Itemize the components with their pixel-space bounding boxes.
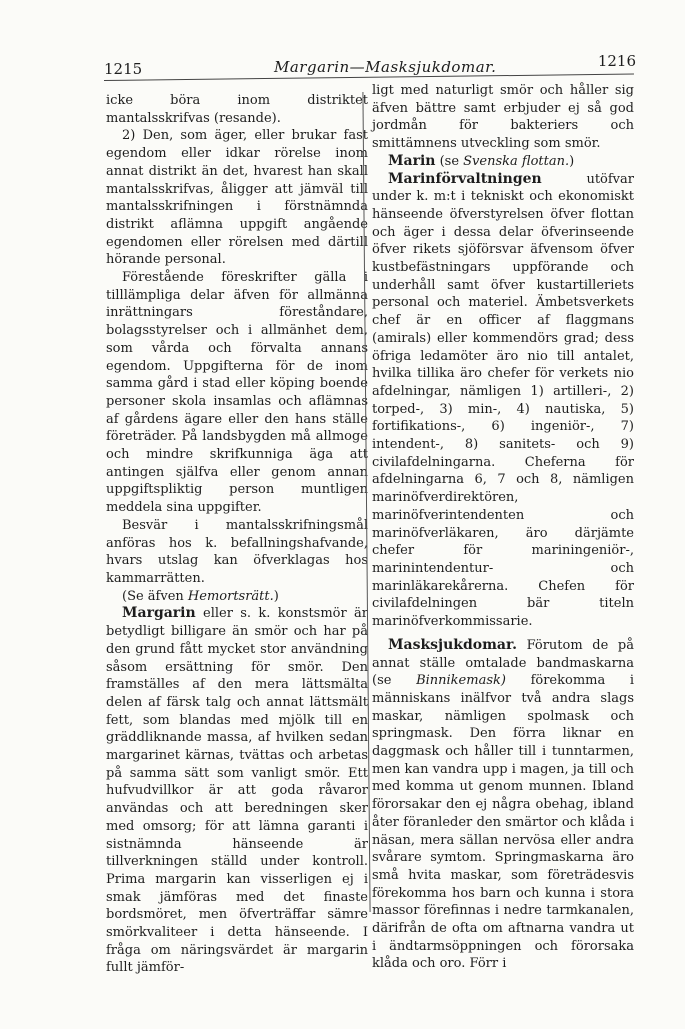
running-title: Margarin—Masksjukdomar. bbox=[274, 58, 497, 76]
paragraph: 2) Den, som äger, eller brukar fast egendom eller idkar rörelse inom annat distrikt än det, hvarest han skall mantalsskrifvas, åligger att jämväl till mantalsskrifningen i förstnämnda distrikt aflämna uppgift angående egendomen eller rörelsen med därtill hörande personal. bbox=[106, 128, 368, 268]
paragraph: Besvär i mantalsskrifningsmål anföras hos k. befallningshafvande, hvars utslag kan öfverklagas hos kammarrätten. bbox=[106, 517, 368, 586]
see-ref: Binnikemask) bbox=[416, 673, 506, 689]
entry-text: utöfvar under k. m:t i tekniskt och ekonomiskt hänseende öfverstyrelsen öfver flottan och äger i dessa delar öfverinseende öfver rikets sjöförsvar äfvensom öfver kustbefästningars uppförande och underhåll samt öfver kustartilleriets personal och materiel. Ämbetsverkets chef är en officer af flaggmans (amirals) eller kommendörs grad; dess öfriga ledamöter äro nio till antalet, hvilka tillika äro chefer för verkets nio afdelningar, nämligen 1) artilleri-, 2) torped-, 3) min-, 4) nautiska, 5) fortifikations-, 6) ingeniör-, 7) intendent-, 8) sanitets- och 9) civilafdelningarna. Cheferna för afdelningarna 6, 7 och 8, nämligen marinöfverdirektören, marinöfverintendenten och marinöfverläkaren, äro därjämte chefer för mariningeniör-, marinintendentur- och marinläkarekårerna. Chefen för civilafdelningen bär titeln marinöfverkommissarie. bbox=[372, 171, 634, 630]
entry-heading: Marinförvaltningen bbox=[388, 170, 542, 187]
entry-masksjukdomar bbox=[372, 637, 634, 973]
paragraph: ligt med naturligt smör och håller sig äfven bättre samt erbjuder ej så god jordmån för bakteriers och smittämnens utveckling som smör. bbox=[372, 83, 634, 152]
page-number-left: 1215 bbox=[104, 60, 143, 78]
see-prefix: (Se äfven bbox=[122, 588, 188, 604]
entry-marin bbox=[372, 153, 634, 171]
see-ref: Svenska flottan. bbox=[463, 153, 570, 169]
entry-marinforvaltningen bbox=[372, 171, 634, 631]
entry-text: förekomma i människans inälfvor två andra slags maskar, nämligen spolmask och springmask. Den förra liknar en daggmask och håller till i tunntarmen, men kan vandra upp i magen, ja till och med komma ut genom munnen. Ibland förorsakar den ej några obehag, ibland åter föranleder den smärtor och klåda i näsan, mera sällan nervösa eller andra svårare symtom. Springmaskarna äro små hvita maskar, som företrädesvis förekomma hos barn och kunna i stora massor förefinnas i nedre tarmkanalen, därifrån de ofta om aftnarna vandra ut i ändtarmsöppningen och förorsaka klåda och oro. Förr i bbox=[372, 673, 634, 972]
paragraph: icke böra inom distriktet mantalsskrifvas (resande). bbox=[106, 93, 368, 126]
entry-text: Förutom de på annat ställe omtalade bandmaskarna (se bbox=[372, 637, 634, 689]
entry-heading: Marin bbox=[388, 152, 436, 169]
see-suffix: ) bbox=[569, 153, 575, 169]
right-column bbox=[372, 82, 634, 973]
entry-heading: Margarin bbox=[122, 605, 196, 622]
left-column bbox=[106, 92, 368, 977]
see-also bbox=[106, 588, 368, 606]
see-ref: Hemortsrätt. bbox=[187, 588, 274, 604]
page-number-right: 1216 bbox=[597, 52, 636, 70]
entry-margarin bbox=[106, 605, 368, 977]
paragraph: Förestående föreskrifter gälla i tilllämpliga delar äfven för allmänna inrättningars föreståndare, bolagsstyrelser och i allmänhet dem, som vårda och förvalta annans egendom. Uppgifterna för de inom samma gård i stad eller köping boende personer skola insamlas och aflämnas af gårdens ägare eller den hans ställe företräder. På landsbygden må allmoge och mindre skrifkunniga äga att antingen själfva eller genom annan uppgiftspliktig person muntligen meddela sina uppgifter. bbox=[106, 270, 368, 516]
entry-text: eller s. k. konstsmör är betydligt billigare än smör och har på den grund fått mycket stor användning såsom ersättning för smör. Den framställes af den mera lättsmälta delen af färsk talg och annat lättsmält fett, som blandas med mjölk till en gräddliknande massa, af hvilken sedan margarinet kärnas, tvättas och arbetas på samma sätt som vanligt smör. Ett hufvudvillkor är att goda råvaror användas och att beredningen sker med omsorg; för att lämna garanti i sistnämnda hänseende är tillverkningen ställd under kontroll. Prima margarin kan visserligen ej i smak jämföras med det finaste bordsmöret, men öfverträffar sämre smörkvaliteer i detta hänseende. I fråga om näringsvärdet är margarin fullt jämför- bbox=[106, 606, 368, 976]
see-suffix: ) bbox=[273, 588, 279, 604]
see-prefix: (se bbox=[435, 153, 464, 169]
entry-heading: Masksjukdomar. bbox=[388, 636, 517, 653]
